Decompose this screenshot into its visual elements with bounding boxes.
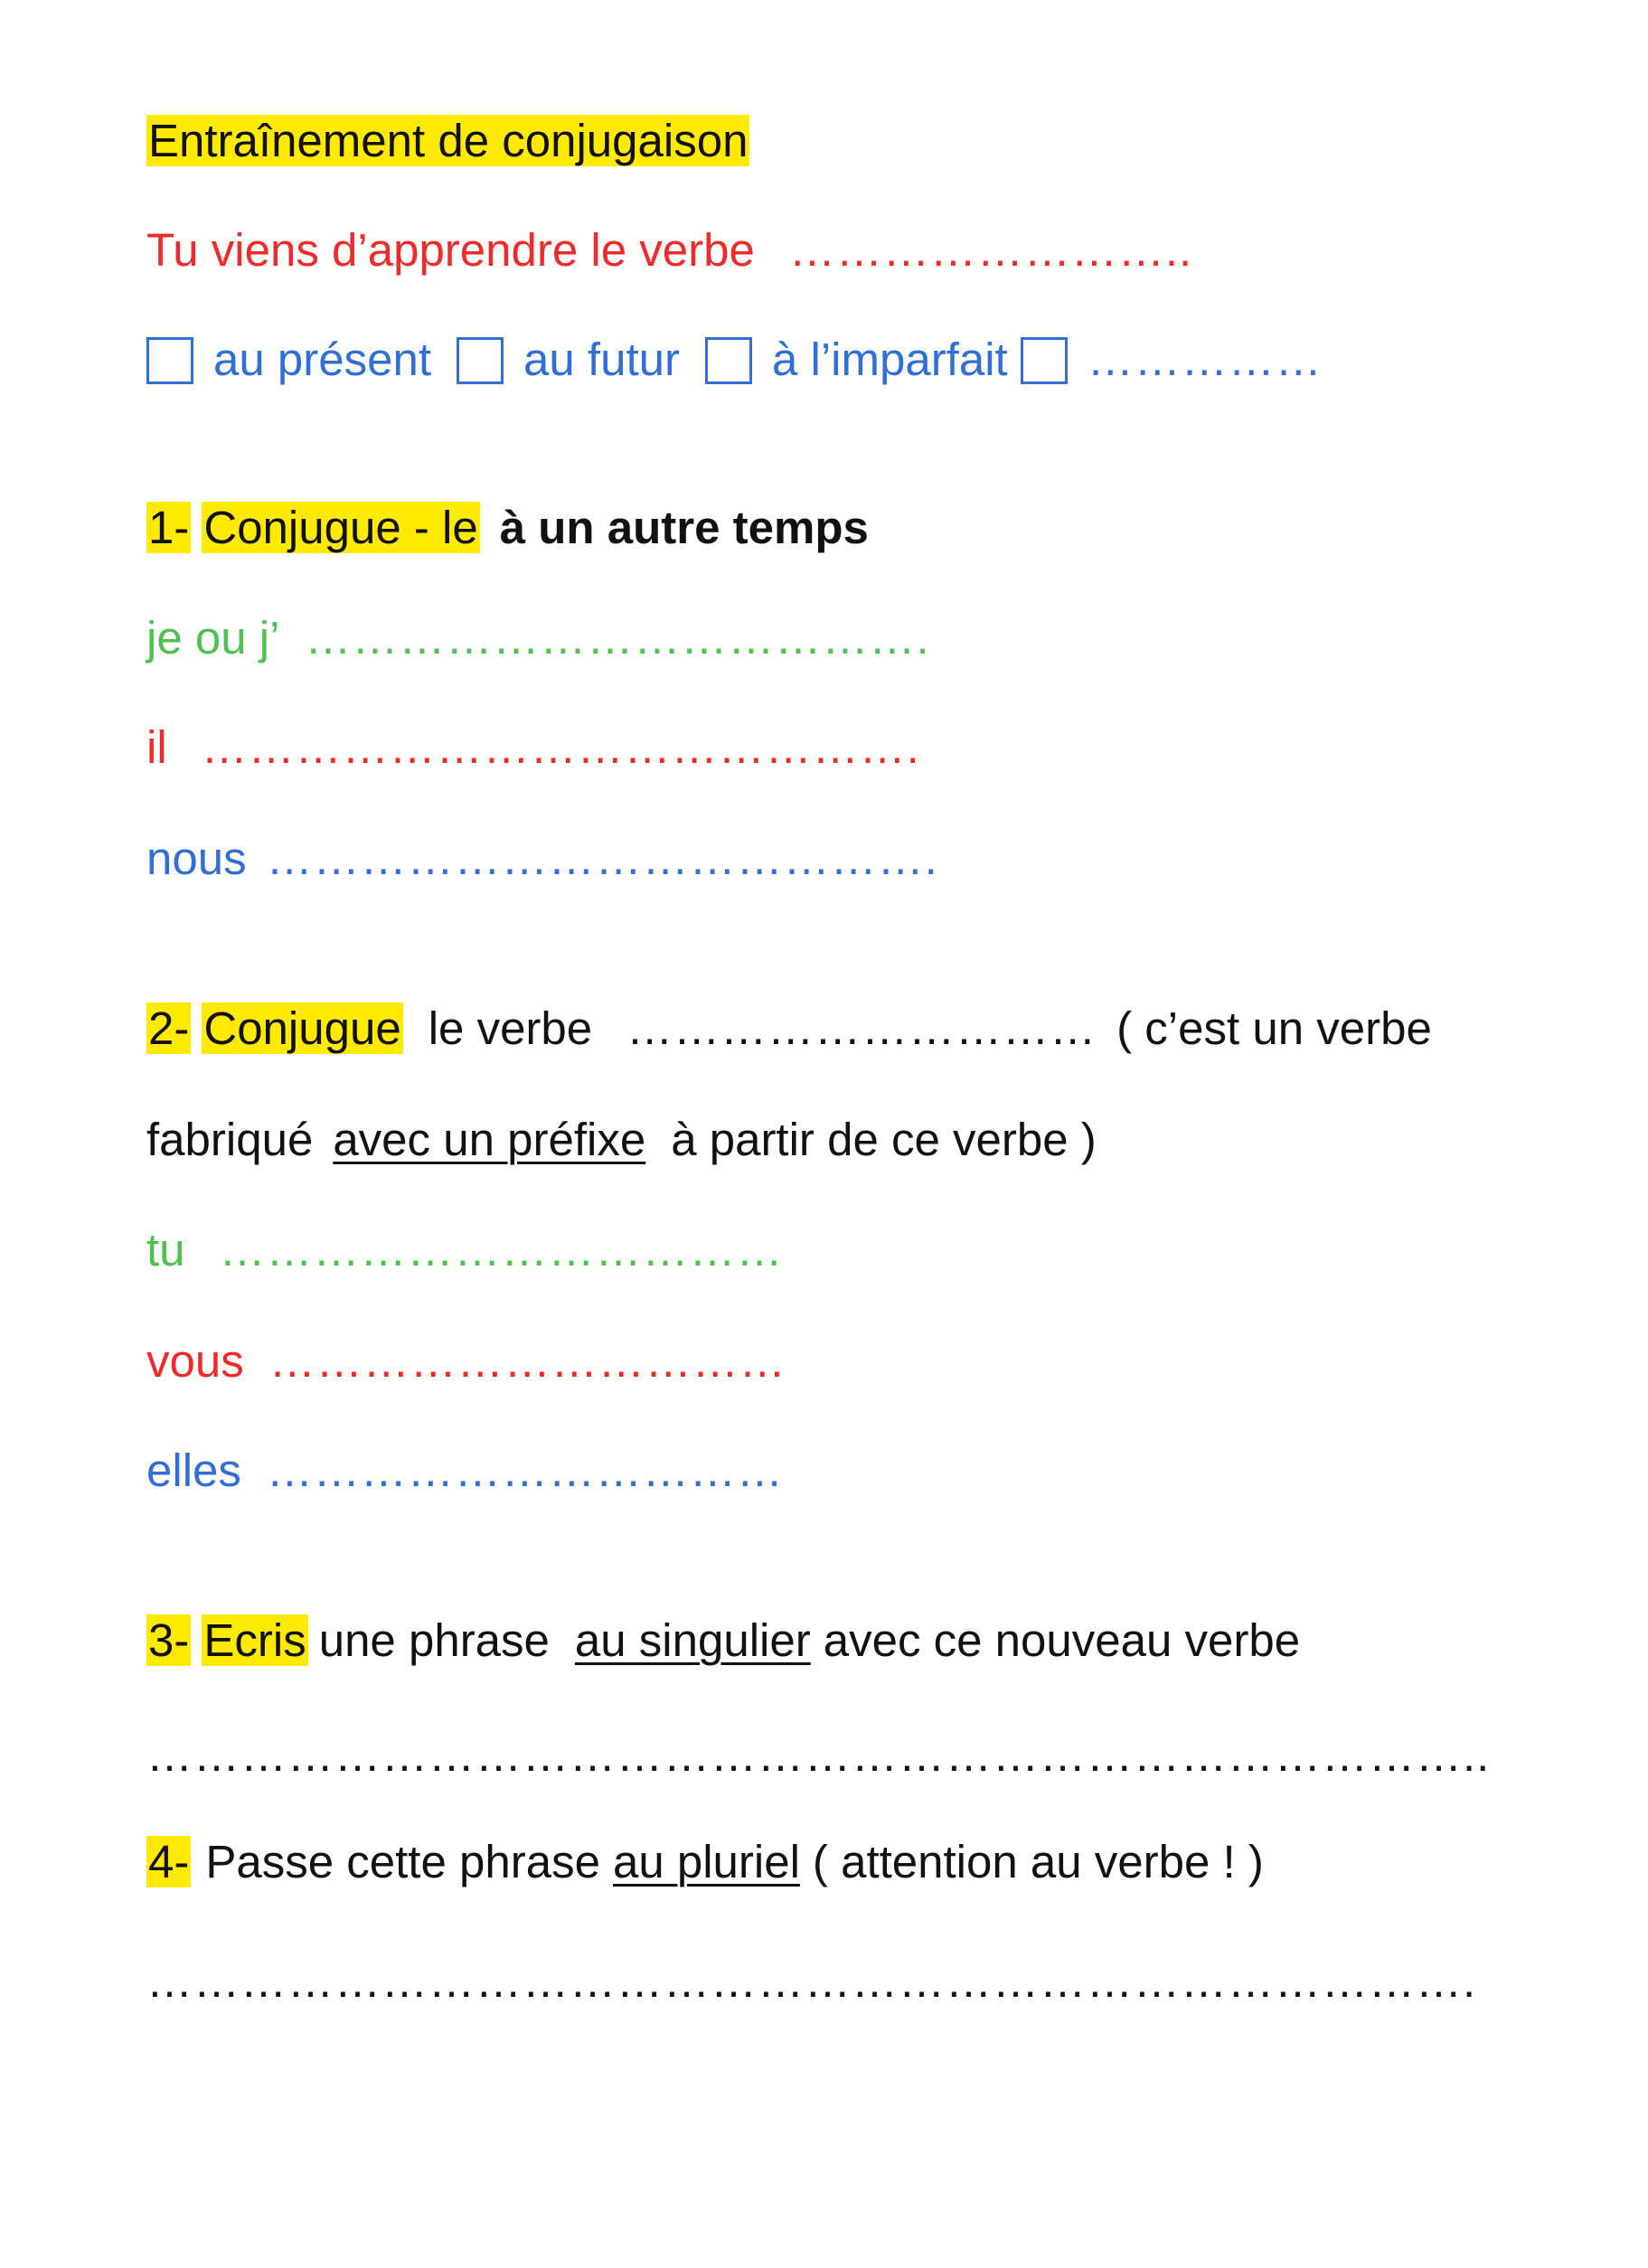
section3-answer-blank[interactable]: ………………………………………………………………………….. (146, 1729, 1491, 1781)
section1-heading (146, 501, 869, 555)
option-other-blank[interactable]: …………… (1087, 334, 1323, 385)
option-present-label: au présent (213, 334, 432, 385)
section4-text-a: Passe cette phrase (205, 1836, 600, 1887)
section2-text-a: le verbe (428, 1002, 593, 1054)
section4-text-b: ( attention au verbe ! ) (812, 1836, 1264, 1887)
section2-line-vous (146, 1334, 786, 1388)
section1-line-il (146, 720, 920, 775)
checkbox-futur[interactable] (457, 337, 504, 384)
pronoun-elles: elles (146, 1445, 241, 1496)
option-futur-label: au futur (523, 334, 680, 385)
blank-nous[interactable]: ……………………………………. (266, 833, 938, 884)
section2-line2-b: à partir de ce verbe ) (671, 1114, 1097, 1165)
section3-instruction: Ecris (203, 1614, 306, 1666)
section4-heading (146, 1835, 1264, 1889)
section2-line-tu (146, 1223, 784, 1277)
section3-heading (146, 1614, 1300, 1668)
section2-line2 (146, 1113, 1097, 1167)
pronoun-il: il (146, 721, 167, 773)
section1-instruction: Conjugue - le (203, 502, 478, 553)
worksheet-title (146, 114, 749, 168)
section2-line2-underlined: avec un préfixe (333, 1114, 646, 1165)
section2-number: 2- (148, 1002, 190, 1054)
tense-options (146, 333, 1323, 387)
section4-answer-blank[interactable]: …………………………………………………………………………. (146, 1955, 1477, 2007)
blank-elles[interactable]: …………………………… (266, 1445, 784, 1496)
pronoun-tu: tu (146, 1224, 185, 1275)
section2-line2-a: fabriqué (146, 1114, 314, 1165)
title-text: Entraînement de conjugaison (148, 115, 749, 166)
section3-text-b: avec ce nouveau verbe (823, 1614, 1301, 1666)
section2-heading (146, 1002, 1432, 1056)
section2-line-elles (146, 1444, 784, 1498)
intro-text: Tu viens d’apprendre le verbe (146, 224, 755, 276)
section3-text-a: une phrase (318, 1614, 550, 1666)
section4-number: 4- (148, 1836, 190, 1887)
section2-instruction: Conjugue (203, 1002, 401, 1054)
verb-blank[interactable]: …………………….. (788, 224, 1193, 276)
blank-vous[interactable]: …………………………… (268, 1335, 786, 1387)
section4-answer-line (146, 1954, 1476, 2009)
section1-line-nous (146, 832, 938, 886)
blank-il[interactable]: ………………………………………. (201, 721, 920, 773)
section3-underlined: au singulier (574, 1614, 811, 1666)
option-imparfait-label: à l’imparfait (771, 334, 1008, 385)
blank-tu[interactable]: ……………………………… (219, 1224, 784, 1275)
section4-underlined: au pluriel (612, 1836, 800, 1887)
section1-number: 1- (148, 502, 190, 553)
section2-text-b: ( c’est un verbe (1116, 1002, 1432, 1054)
intro-line (146, 223, 1192, 278)
checkbox-imparfait[interactable] (705, 337, 752, 384)
section2-verb-blank[interactable]: ………………………… (626, 1002, 1097, 1054)
blank-je[interactable]: …………………………………. (305, 612, 930, 663)
section1-line-je (146, 611, 930, 665)
checkbox-present[interactable] (146, 337, 193, 384)
section1-rest: à un autre temps (499, 502, 869, 553)
pronoun-nous: nous (146, 833, 247, 884)
pronoun-je: je ou j’ (146, 612, 280, 663)
section3-answer-line (146, 1728, 1490, 1783)
checkbox-other[interactable] (1021, 337, 1068, 384)
pronoun-vous: vous (146, 1335, 244, 1387)
section3-number: 3- (148, 1614, 190, 1666)
